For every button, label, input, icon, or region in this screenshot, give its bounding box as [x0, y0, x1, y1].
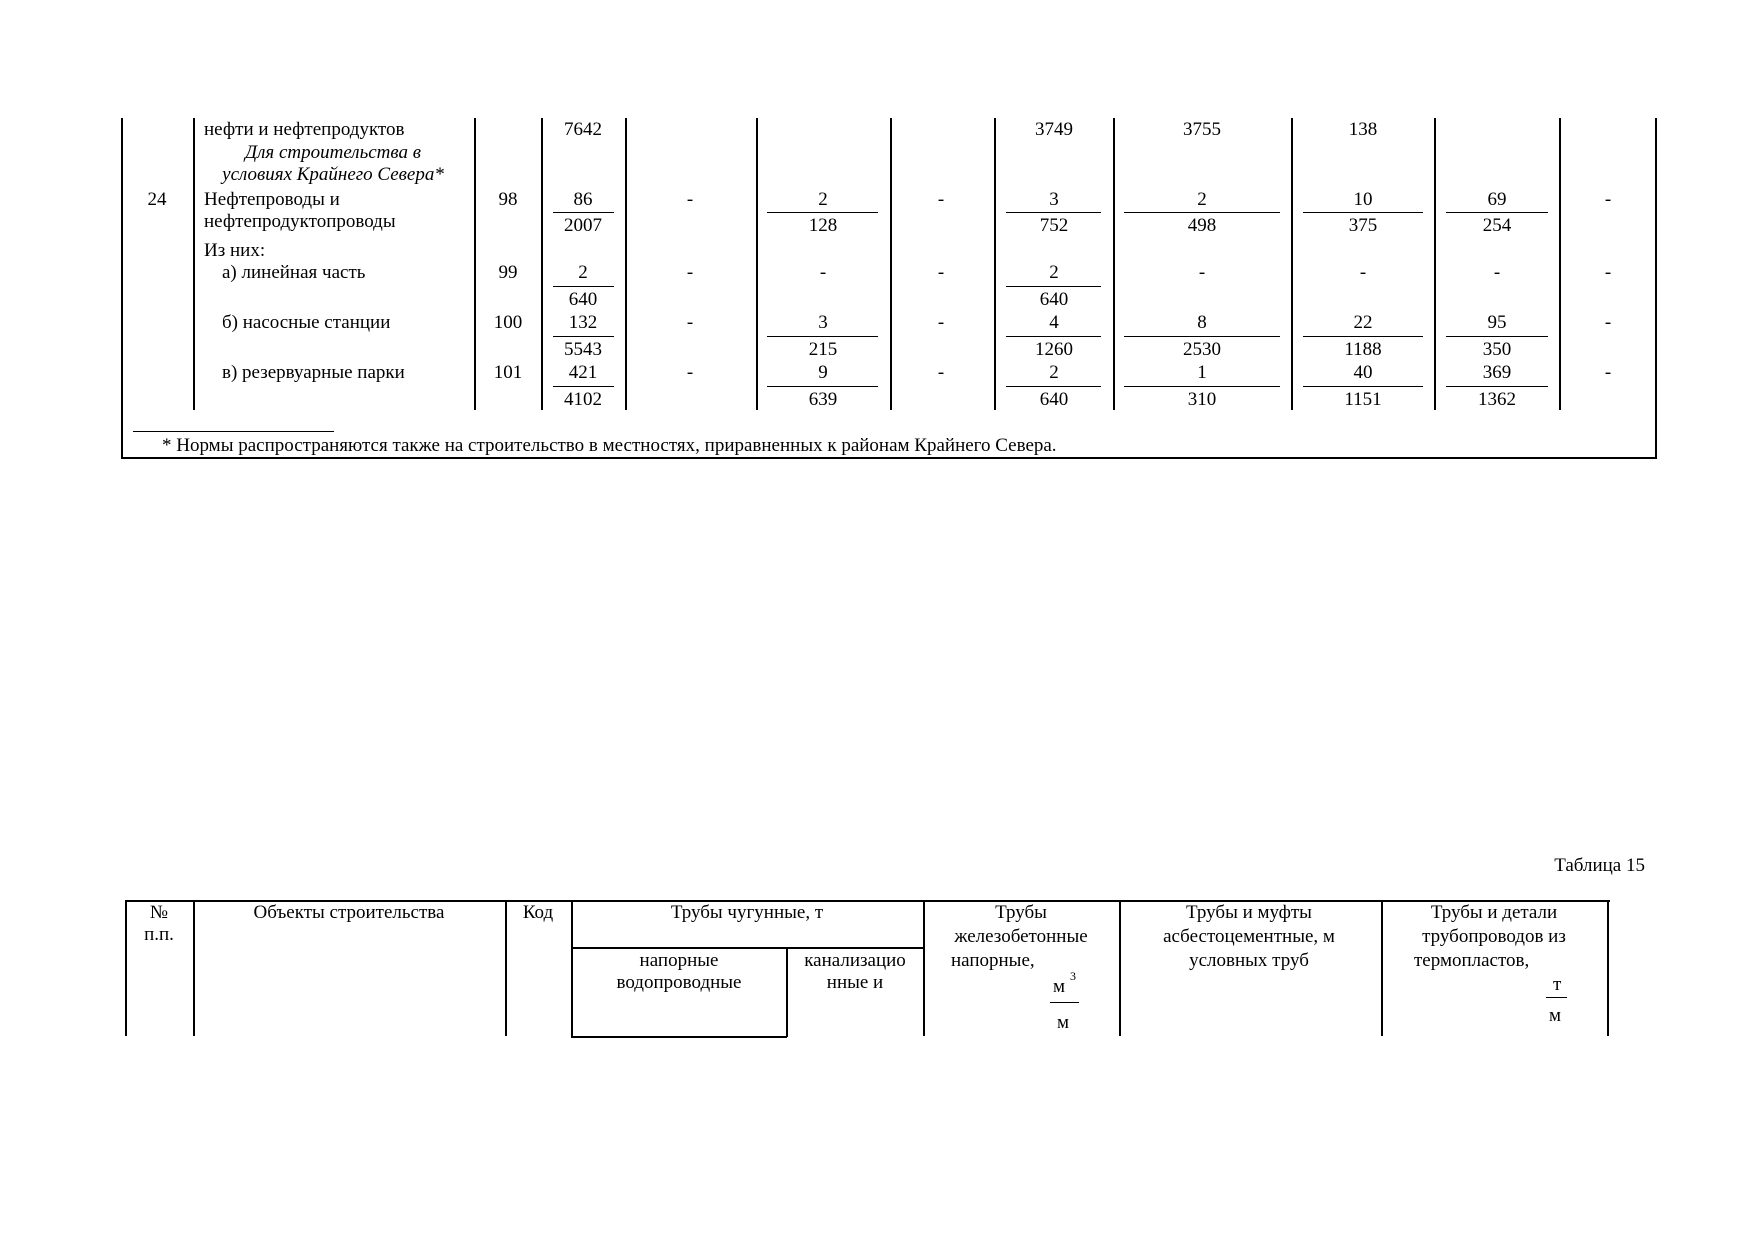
col-border: [571, 900, 573, 1037]
cell-bottom: 640: [1039, 289, 1069, 310]
cell-bottom: 310: [1187, 389, 1217, 410]
cell-bottom: 1260: [1035, 339, 1073, 360]
row-name: нефти и нефтепродуктов: [204, 119, 405, 140]
cell-bottom: 2007: [564, 215, 602, 236]
table-bottom-border: [121, 457, 1657, 459]
fraction-bar: [1546, 997, 1567, 998]
cell-top: 2: [1049, 262, 1059, 283]
fraction-bar: [1006, 336, 1101, 337]
row-name: а) линейная часть: [222, 262, 366, 283]
cell-top: 2: [818, 189, 828, 210]
header-thermoplastic: трубопроводов из: [1422, 926, 1566, 947]
header-thermoplastic: Трубы и детали: [1430, 902, 1558, 923]
cell-value: -: [1604, 362, 1612, 383]
cell-bottom: 640: [1039, 389, 1069, 410]
cell-value: -: [937, 262, 945, 283]
fraction-bar: [1124, 212, 1280, 213]
cell-value: -: [686, 312, 694, 333]
cell-value: -: [1604, 189, 1612, 210]
cell-bottom: 4102: [564, 389, 602, 410]
col-border: [1607, 900, 1609, 1036]
fraction-bar: [1124, 386, 1280, 387]
unit-numerator: м: [1053, 976, 1066, 997]
header-asbestos: Трубы и муфты: [1186, 902, 1312, 923]
fraction-bar: [1446, 386, 1548, 387]
cell-value: 3749: [1035, 119, 1073, 140]
cell-value: -: [937, 362, 945, 383]
unit-exponent: 3: [1070, 969, 1076, 983]
cell-top: 2: [1049, 362, 1059, 383]
col-border: [1434, 118, 1436, 410]
cell-bottom: 128: [808, 215, 838, 236]
row-name: в) резервуарные парки: [222, 362, 405, 383]
fraction-bar: [1006, 286, 1101, 287]
cell-value: 7642: [564, 119, 602, 140]
col-border: [1113, 118, 1115, 410]
cell-top: 95: [1487, 312, 1507, 333]
cell-top: 40: [1353, 362, 1373, 383]
unit-denominator: м: [1549, 1005, 1562, 1026]
col-border: [1119, 900, 1121, 1036]
col-border: [121, 118, 123, 458]
header-pressure: водопроводные: [616, 972, 742, 993]
fraction-bar: [767, 336, 878, 337]
cell-bottom: 640: [568, 289, 598, 310]
col-border: [786, 947, 788, 1037]
col-border: [923, 900, 925, 1036]
cell-top: 8: [1197, 312, 1207, 333]
fraction-bar: [1446, 336, 1548, 337]
cell-bottom: 375: [1348, 215, 1378, 236]
header-sewer: канализацио: [804, 950, 906, 971]
header-num: п.п.: [144, 924, 174, 945]
col-border: [474, 118, 476, 410]
fraction-bar: [1303, 386, 1423, 387]
cell-top: 2: [578, 262, 588, 283]
header-thermoplastic: термопластов,: [1414, 950, 1530, 971]
cell-bottom: 639: [808, 389, 838, 410]
col-border: [193, 900, 195, 1036]
cell-top: 4: [1049, 312, 1059, 333]
header-rc: Трубы: [995, 902, 1047, 923]
footnote-rule: [133, 431, 334, 432]
cell-bottom: 215: [808, 339, 838, 360]
cell-top: 22: [1353, 312, 1373, 333]
cell-top: 421: [568, 362, 598, 383]
row-number: 24: [147, 189, 167, 210]
cell-top: 86: [573, 189, 593, 210]
row-code: 98: [498, 189, 518, 210]
cell-bottom: 2530: [1183, 339, 1221, 360]
col-border: [541, 118, 543, 410]
fraction-bar: [767, 212, 878, 213]
cell-bottom: 1362: [1478, 389, 1516, 410]
fraction-bar: [1006, 212, 1101, 213]
cell-top: 132: [568, 312, 598, 333]
col-border: [505, 900, 507, 1036]
header-sewer: нные и: [826, 972, 884, 993]
cell-value: -: [686, 262, 694, 283]
cell-value: 138: [1348, 119, 1378, 140]
fraction-bar: [767, 386, 878, 387]
col-border: [890, 118, 892, 410]
cell-value: -: [1604, 262, 1612, 283]
cell-top: 2: [1197, 189, 1207, 210]
col-border: [193, 118, 195, 410]
col-border: [625, 118, 627, 410]
header-pressure: напорные: [639, 950, 719, 971]
cell-value: -: [937, 189, 945, 210]
fraction-bar: [1050, 1002, 1079, 1003]
cell-bottom: 498: [1187, 215, 1217, 236]
header-cast-iron: Трубы чугунные, т: [670, 902, 824, 923]
row-code: 101: [493, 362, 523, 383]
cell-top: 69: [1487, 189, 1507, 210]
header-rc: напорные,: [951, 950, 1035, 971]
row-prefix: Из них:: [204, 240, 266, 261]
col-border: [756, 118, 758, 410]
cell-top: 369: [1482, 362, 1512, 383]
cell-top: 1: [1197, 362, 1207, 383]
col-border: [1381, 900, 1383, 1036]
col-border: [125, 900, 127, 1036]
fraction-bar: [1006, 386, 1101, 387]
cell-value: -: [686, 189, 694, 210]
cell-value: -: [1493, 262, 1501, 283]
footnote: * Нормы распространяются также на строительство в местностях, приравненных к районам Крайнего Севера.: [162, 435, 1057, 456]
section-title: Для строительства в: [245, 142, 421, 163]
row-name: Нефтепроводы и: [204, 189, 340, 210]
col-border: [1655, 118, 1657, 458]
subheader-rule: [571, 947, 924, 949]
fraction-bar: [553, 336, 614, 337]
header-objects: Объекты строительства: [253, 902, 445, 923]
cell-bottom: 752: [1039, 215, 1069, 236]
subheader-bottom: [571, 1036, 787, 1038]
unit-numerator: т: [1553, 974, 1562, 995]
fraction-bar: [1303, 212, 1423, 213]
header-num: №: [149, 902, 169, 923]
cell-value: 3755: [1183, 119, 1221, 140]
header-code: Код: [522, 902, 554, 923]
unit-denominator: м: [1057, 1012, 1070, 1033]
cell-bottom: 254: [1482, 215, 1512, 236]
cell-value: -: [1604, 312, 1612, 333]
row-code: 99: [498, 262, 518, 283]
header-asbestos: условных труб: [1189, 950, 1309, 971]
cell-value: -: [1198, 262, 1206, 283]
col-border: [1291, 118, 1293, 410]
col-border: [994, 118, 996, 410]
cell-bottom: 5543: [564, 339, 602, 360]
fraction-bar: [1446, 212, 1548, 213]
row-code: 100: [493, 312, 523, 333]
fraction-bar: [553, 386, 614, 387]
table-caption: Таблица 15: [1554, 855, 1645, 876]
cell-bottom: 350: [1482, 339, 1512, 360]
cell-value: -: [686, 362, 694, 383]
cell-top: 10: [1353, 189, 1373, 210]
cell-top: 9: [818, 362, 828, 383]
cell-value: -: [819, 262, 827, 283]
cell-value: -: [937, 312, 945, 333]
row-name: нефтепродуктопроводы: [204, 211, 396, 232]
header-rc: железобетонные: [954, 926, 1088, 947]
fraction-bar: [1124, 336, 1280, 337]
row-name: б) насосные станции: [222, 312, 391, 333]
cell-value: -: [1359, 262, 1367, 283]
fraction-bar: [553, 212, 614, 213]
cell-bottom: 1188: [1344, 339, 1382, 360]
cell-top: 3: [818, 312, 828, 333]
fraction-bar: [553, 286, 614, 287]
header-asbestos: асбестоцементные, м: [1163, 926, 1335, 947]
col-border: [1559, 118, 1561, 410]
cell-bottom: 1151: [1344, 389, 1382, 410]
section-title: условиях Крайнего Севера*: [222, 164, 444, 185]
cell-top: 3: [1049, 189, 1059, 210]
fraction-bar: [1303, 336, 1423, 337]
